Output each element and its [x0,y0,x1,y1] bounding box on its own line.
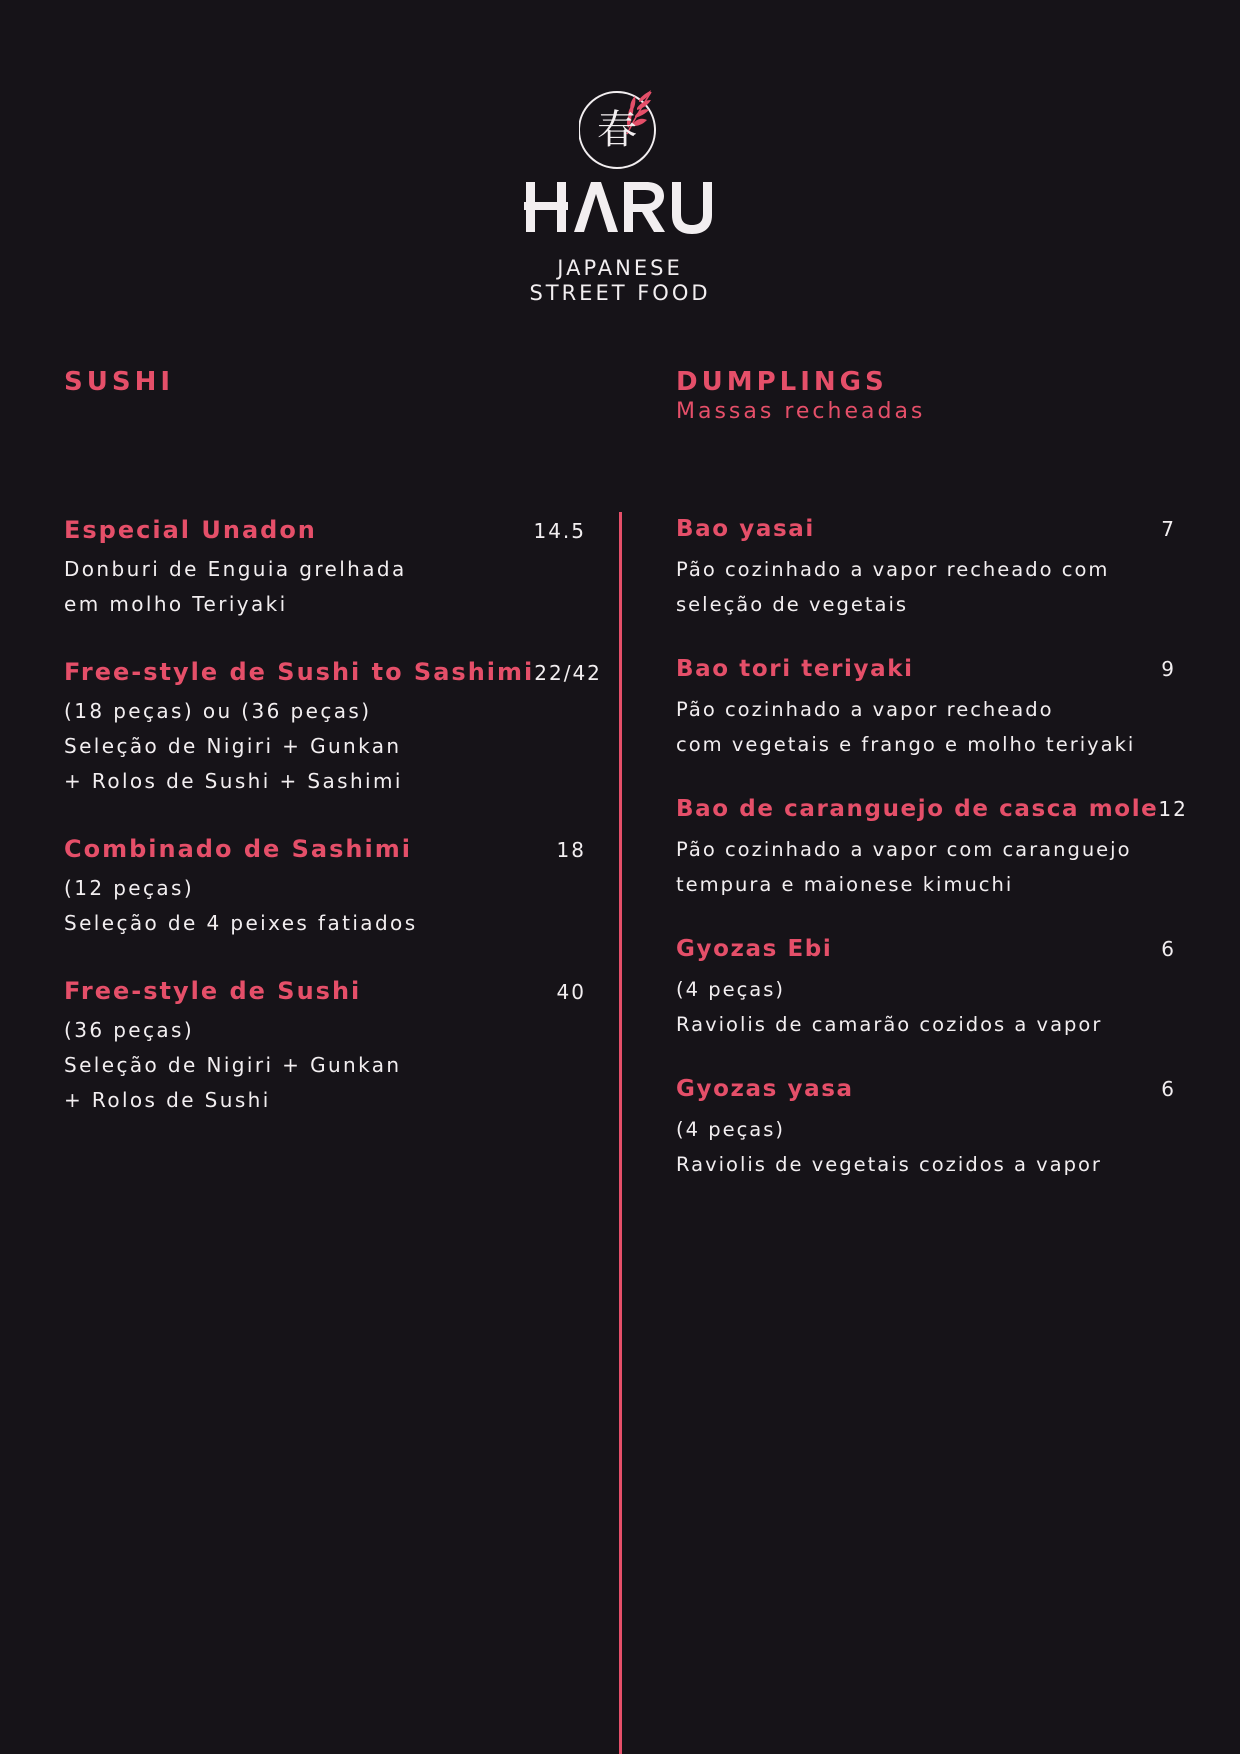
item-name: Gyozas yasa [676,1076,854,1102]
brand-name [0,180,1240,244]
menu-item [64,977,586,1118]
item-description: Donburi de Enguia grelhada [64,557,407,581]
item-description: + Rolos de Sushi + Sashimi [64,769,403,793]
menu-item [676,936,1176,1042]
logo [0,80,1240,306]
haru-wordmark [524,180,716,236]
dumplings-list [676,516,1188,1216]
column-divider [619,512,622,1754]
item-description: Seleção de Nigiri + Gunkan [64,1053,402,1077]
item-description: Seleção de 4 peixes fatiados [64,911,418,935]
item-description: Pão cozinhado a vapor recheado [676,698,1054,721]
emblem [579,88,661,170]
item-description: + Rolos de Sushi [64,1088,271,1112]
menu-item [64,835,586,941]
item-description: Pão cozinhado a vapor com caranguejo [676,838,1132,861]
menu-item [676,656,1176,762]
sushi-section-header [64,366,174,398]
item-price: 14.5 [533,519,586,543]
tagline [0,256,1240,306]
menu-item [64,658,602,799]
item-description: (12 peças) [64,876,195,900]
item-description: Pão cozinhado a vapor recheado com [676,558,1110,581]
item-price: 22/42 [534,661,602,685]
item-description: em molho Teriyaki [64,592,288,616]
item-name: Bao yasai [676,516,815,542]
item-name: Free-style de Sushi [64,977,362,1005]
section-subtitle: Massas recheadas [676,399,926,424]
tagline-line2: STREET FOOD [529,281,711,305]
item-name: Bao tori teriyaki [676,656,914,682]
dumplings-section-header [676,366,925,426]
section-title: DUMPLINGS [676,367,888,397]
item-description: (4 peças) [676,1118,786,1141]
item-description: com vegetais e frango e molho teriyaki [676,733,1136,756]
item-description: (18 peças) ou (36 peças) [64,699,372,723]
menu-item [676,516,1176,622]
item-description: (36 peças) [64,1018,195,1042]
item-price: 18 [556,838,586,862]
item-name: Combinado de Sashimi [64,835,412,863]
item-name: Free-style de Sushi to Sashimi [64,658,535,686]
item-name: Especial Unadon [64,516,317,544]
item-name: Bao de caranguejo de casca mole [676,796,1159,822]
sushi-list [64,516,602,1154]
menu-item [64,516,586,622]
menu-item [676,796,1188,902]
item-description: Seleção de Nigiri + Gunkan [64,734,402,758]
item-name: Gyozas Ebi [676,936,833,962]
item-description: seleção de vegetais [676,593,909,616]
item-description: Raviolis de camarão cozidos a vapor [676,1013,1103,1036]
item-price: 7 [1161,517,1176,541]
item-description: Raviolis de vegetais cozidos a vapor [676,1153,1102,1176]
item-price: 6 [1161,937,1176,961]
emblem-char: 春 [597,107,637,153]
leaf-emblem-icon [579,88,661,170]
section-title: SUSHI [64,367,174,397]
item-price: 40 [556,980,586,1004]
menu-item [676,1076,1176,1182]
item-price: 12 [1158,797,1188,821]
item-price: 6 [1161,1077,1176,1101]
item-description: tempura e maionese kimuchi [676,873,1014,896]
item-price: 9 [1161,657,1176,681]
item-description: (4 peças) [676,978,786,1001]
tagline-line1: JAPANESE [557,256,683,280]
